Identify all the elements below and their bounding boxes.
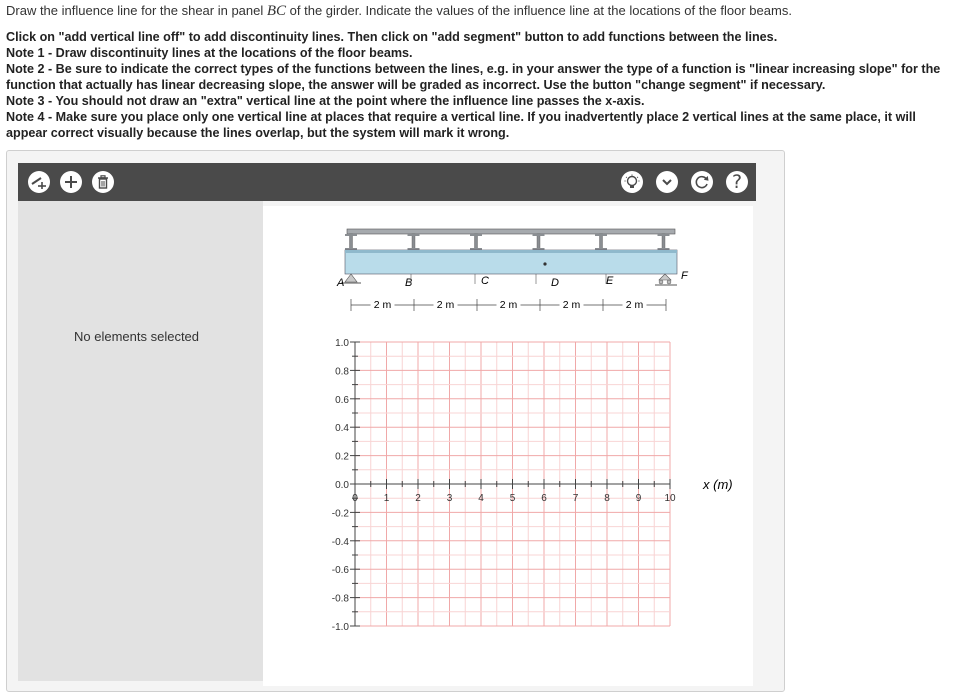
question-title-post: of the girder. Indicate the values of the influence line at the locations of the floor beams. <box>286 3 792 18</box>
span-dimension-label: 2 m <box>562 299 581 311</box>
chevron-down-icon <box>661 177 673 187</box>
floor-beam-flange <box>345 248 357 250</box>
span-dimension-label: 2 m <box>373 299 392 311</box>
y-tick-label: 0.8 <box>335 366 349 378</box>
span-dimension-label: 2 m <box>499 299 518 311</box>
floor-beams <box>345 234 670 250</box>
y-tick-label: 1.0 <box>335 338 349 349</box>
y-tick-label: 0.2 <box>335 451 349 463</box>
delete-button[interactable] <box>92 171 114 193</box>
floor-beam-web <box>662 234 665 250</box>
no-selection-message: No elements selected <box>74 329 200 344</box>
question-title-var: BC <box>266 3 287 19</box>
floor-beam-web <box>600 234 603 250</box>
floor-beam-flange <box>658 234 670 236</box>
x-tick-label: 6 <box>541 493 547 504</box>
panel-point-label: D <box>551 277 559 289</box>
girder-flange <box>345 250 677 253</box>
span-dimension-label: 2 m <box>625 299 644 311</box>
y-tick-label: -0.2 <box>331 508 349 520</box>
girder-diagram <box>336 229 689 311</box>
y-tick-label: 0.4 <box>335 423 349 435</box>
x-tick-label: 8 <box>604 493 610 504</box>
lightbulb-icon <box>624 174 640 190</box>
girder-chart[interactable] <box>263 206 753 676</box>
instruction-line: Click on "add vertical line off" to add discontinuity lines. Then click on "add segment" button to add functions between the lines. <box>6 30 778 44</box>
panel-point-label: B <box>405 277 413 289</box>
x-tick-label: 10 <box>664 493 676 504</box>
floor-beam-flange <box>470 248 482 250</box>
pin-support-a <box>345 274 357 282</box>
properties-pane <box>18 201 263 681</box>
reset-icon <box>694 174 710 190</box>
y-tick-label: -0.6 <box>331 565 349 577</box>
instruction-line: function that actually has linear decreasing slope, the answer will be graded as incorrect. Use the button "change segment" if necessary. <box>6 78 826 92</box>
panel-point-label: C <box>481 275 489 287</box>
floor-beam-flange <box>408 234 420 236</box>
add-segment-button[interactable] <box>60 171 82 193</box>
question-title-pre: Draw the influence line for the shear in panel <box>6 3 267 18</box>
deck-slab <box>347 229 675 234</box>
reset-button[interactable] <box>691 171 713 193</box>
axes <box>332 338 676 633</box>
girder <box>345 250 677 274</box>
graph-canvas[interactable] <box>263 206 753 686</box>
floor-beam-web <box>412 234 415 250</box>
instruction-line: Note 4 - Make sure you place only one vertical line at places that require a vertical line. If you inadvertently place 2 vertical lines at the same place, it will <box>6 110 916 124</box>
y-tick-label: -0.8 <box>331 593 349 605</box>
question-title <box>6 3 792 20</box>
vertical-line-tool-button[interactable] <box>28 171 50 193</box>
x-tick-label: 4 <box>478 493 484 504</box>
vertical-line-tool-icon <box>31 175 47 189</box>
panel-point-label: E <box>606 275 614 287</box>
roller-support-f <box>659 274 671 280</box>
x-axis-label: x (m) <box>703 477 733 492</box>
instruction-line: Note 2 - Be sure to indicate the correct types of the functions between the lines, e.g. in your answer the type of a function is "linear increasing slope" for the <box>6 62 941 76</box>
instruction-line: Note 1 - Draw discontinuity lines at the locations of the floor beams. <box>6 46 413 60</box>
floor-beam-flange <box>470 234 482 236</box>
x-tick-label: 2 <box>415 493 421 504</box>
dropdown-button[interactable] <box>656 171 678 193</box>
floor-beam-flange <box>345 234 357 236</box>
panel-point-label: A <box>337 277 345 289</box>
toolbar <box>18 163 756 201</box>
floor-beam-flange <box>595 248 607 250</box>
x-tick-label: 9 <box>635 493 642 504</box>
instruction-line: Note 3 - You should not draw an "extra" vertical line at the point where the influence line passes the x-axis. <box>6 94 645 108</box>
floor-beam-flange <box>658 248 670 250</box>
panel-point-label: F <box>681 270 688 282</box>
floor-beam-web <box>475 234 478 250</box>
floor-beam-flange <box>595 234 607 236</box>
load-point <box>543 262 546 265</box>
x-tick-label: 3 <box>446 493 453 504</box>
hint-button[interactable] <box>621 171 643 193</box>
roller-f-left <box>659 280 663 284</box>
trash-icon <box>97 175 109 189</box>
help-button[interactable]: ? <box>726 171 748 193</box>
x-tick-label: 1 <box>383 493 390 504</box>
floor-beam-flange <box>533 234 545 236</box>
floor-beam-web <box>537 234 540 250</box>
span-dimension-label: 2 m <box>436 299 455 311</box>
x-tick-label: 5 <box>509 493 516 504</box>
span-dimensions <box>351 299 666 311</box>
x-tick-label: 7 <box>572 493 579 504</box>
instruction-line: appear correct visually because the lines overlap, but the system will mark it wrong. <box>6 126 510 140</box>
x-tick-label: 0 <box>352 493 358 504</box>
y-tick-label: -1.0 <box>331 622 349 633</box>
plus-icon <box>64 175 78 189</box>
floor-beam-web <box>350 234 353 250</box>
y-tick-label: 0.6 <box>335 394 349 406</box>
roller-f-right <box>667 280 671 284</box>
floor-beam-flange <box>408 248 420 250</box>
y-tick-label: -0.4 <box>331 536 349 548</box>
y-tick-label: 0.0 <box>335 480 349 491</box>
floor-beam-flange <box>533 248 545 250</box>
